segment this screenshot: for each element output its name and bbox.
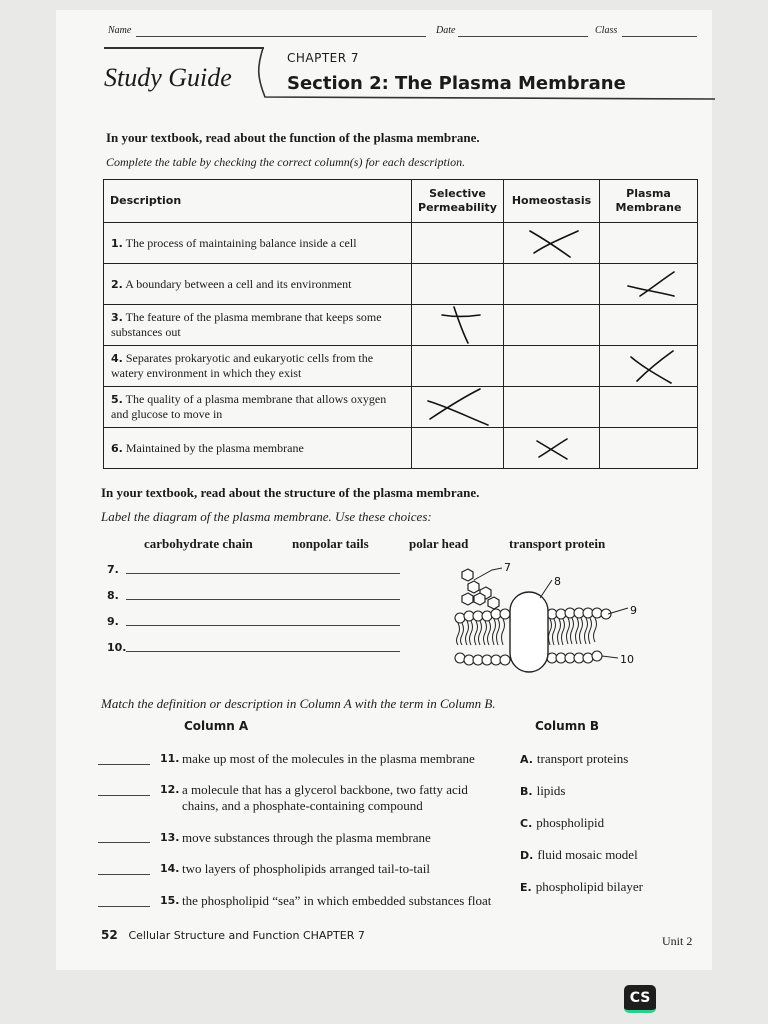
question-number: 15.	[160, 894, 180, 907]
function-table	[103, 179, 698, 469]
carbohydrate-chain-icon	[462, 569, 499, 609]
row-description	[104, 346, 412, 387]
cell-plasma-membrane[interactable]	[600, 387, 698, 428]
column-b-item	[520, 814, 604, 832]
cell-plasma-membrane[interactable]	[600, 223, 698, 264]
match-blank-12[interactable]	[98, 795, 150, 796]
column-b-item	[520, 846, 638, 864]
name-line	[136, 36, 426, 37]
cell-plasma-membrane[interactable]	[600, 346, 698, 387]
part1-instruction: In your textbook, read about the function of the plasma membrane.	[106, 130, 480, 145]
part2-instruction: In your textbook, read about the structure of the plasma membrane.	[101, 485, 480, 500]
class-line	[622, 36, 697, 37]
row-description	[104, 223, 412, 264]
row-number: 6.	[111, 441, 123, 455]
part2-subinstruction: Label the diagram of the plasma membrane. Use these choices:	[101, 509, 432, 524]
cell-selective-permeability[interactable]	[412, 428, 504, 469]
question-text: two layers of phospholipids arranged tail-to-tail	[182, 861, 431, 876]
term-letter: E.	[520, 881, 532, 894]
footer-chapter-text: Cellular Structure and Function CHAPTER 7	[128, 929, 365, 942]
cell-plasma-membrane[interactable]	[600, 264, 698, 305]
table-row	[104, 428, 698, 469]
question-number: 14.	[160, 862, 180, 875]
table-row	[104, 346, 698, 387]
col-header-description: Description	[104, 180, 412, 223]
answer-line-9[interactable]	[126, 625, 400, 626]
plasma-membrane-diagram	[448, 560, 648, 680]
term-letter: B.	[520, 785, 533, 798]
col-header-plasma-membrane: Plasma Membrane	[600, 180, 698, 223]
cell-plasma-membrane[interactable]	[600, 305, 698, 346]
term-text: phospholipid bilayer	[535, 879, 643, 894]
column-b-item	[520, 750, 628, 768]
col-header-selective-permeability: Selective Permeability	[412, 180, 504, 223]
term-letter: C.	[520, 817, 533, 830]
match-blank-15[interactable]	[98, 906, 150, 907]
table-row	[104, 305, 698, 346]
row-text: Separates prokaryotic and eukaryotic cells from the watery environment in which they exist	[111, 351, 374, 380]
match-blank-13[interactable]	[98, 842, 150, 843]
cell-homeostasis[interactable]	[504, 387, 600, 428]
class-label: Class	[595, 25, 618, 36]
question-text: a molecule that has a glycerol backbone, two fatty acid	[182, 782, 468, 797]
check-mark-x	[522, 225, 582, 261]
cell-selective-permeability[interactable]	[412, 264, 504, 305]
page-footer	[101, 928, 365, 942]
row-text: Maintained by the plasma membrane	[125, 440, 304, 455]
question-text: move substances through the plasma membrane	[182, 830, 431, 845]
row-text: The feature of the plasma membrane that keeps some substances out	[111, 310, 382, 339]
row-description	[104, 428, 412, 469]
choice-nonpolar-tails: nonpolar tails	[292, 536, 369, 551]
row-text: The quality of a plasma membrane that allows oxygen and glucose to move in	[111, 392, 387, 421]
diagram-label-10: 10	[620, 653, 634, 666]
part1-subinstruction: Complete the table by checking the correct column(s) for each description.	[106, 155, 466, 169]
cell-selective-permeability[interactable]	[412, 346, 504, 387]
choice-carbohydrate-chain: carbohydrate chain	[144, 536, 253, 551]
diagram-label-8: 8	[554, 575, 561, 588]
term-text: transport proteins	[536, 751, 629, 766]
question-number: 11.	[160, 752, 180, 765]
table-header-row	[104, 180, 698, 223]
check-mark-x	[527, 433, 577, 463]
row-number: 5.	[111, 393, 123, 406]
row-text: The process of maintaining balance inside a cell	[125, 235, 357, 250]
question-text: the phospholipid “sea” in which embedded substances float	[182, 893, 492, 908]
check-mark-x	[418, 387, 498, 427]
cell-selective-permeability[interactable]	[412, 305, 504, 346]
check-mark-x	[614, 266, 684, 302]
answer-line-10[interactable]	[126, 651, 400, 652]
unit-label: Unit 2	[662, 934, 693, 948]
table-row	[104, 387, 698, 428]
transport-protein-icon	[510, 592, 548, 672]
date-line	[458, 36, 588, 37]
match-blank-11[interactable]	[98, 764, 150, 765]
table-row	[104, 264, 698, 305]
cell-homeostasis[interactable]	[504, 346, 600, 387]
col-header-homeostasis: Homeostasis	[504, 180, 600, 223]
term-letter: D.	[520, 849, 534, 862]
check-mark-x	[428, 305, 488, 345]
page-number: 52	[101, 928, 118, 942]
row-number: 2.	[111, 277, 123, 291]
term-text: fluid mosaic model	[537, 847, 638, 862]
question-text-continued: chains, and a phosphate-containing compound	[182, 798, 423, 813]
header-rule-left	[104, 47, 264, 49]
cell-homeostasis[interactable]	[504, 223, 600, 264]
column-b-header: Column B	[535, 719, 600, 733]
cell-homeostasis[interactable]	[504, 264, 600, 305]
question-text: make up most of the molecules in the plasma membrane	[182, 751, 475, 766]
row-number: 3.	[111, 311, 123, 324]
row-number: 4.	[111, 352, 123, 365]
label-number-9: 9.	[107, 615, 119, 628]
row-description	[104, 387, 412, 428]
name-label: Name	[108, 25, 132, 36]
diagram-label-9: 9	[630, 604, 637, 617]
column-b-item	[520, 782, 565, 800]
row-number: 1.	[111, 236, 123, 250]
answer-line-7[interactable]	[126, 573, 400, 574]
column-a-header: Column A	[184, 719, 249, 733]
label-number-7: 7.	[107, 563, 119, 576]
question-number: 12.	[160, 783, 180, 796]
diagram-label-7: 7	[504, 561, 511, 574]
cell-homeostasis[interactable]	[504, 428, 600, 469]
match-blank-14[interactable]	[98, 874, 150, 875]
label-number-8: 8.	[107, 589, 119, 602]
row-text: A boundary between a cell and its environment	[125, 276, 352, 291]
cell-homeostasis[interactable]	[504, 305, 600, 346]
table-row	[104, 223, 698, 264]
study-guide-title: Study Guide	[104, 63, 232, 92]
answer-line-8[interactable]	[126, 599, 400, 600]
term-text: lipids	[536, 783, 566, 798]
check-mark-x	[619, 347, 679, 385]
column-b-item	[520, 878, 643, 896]
question-number: 13.	[160, 831, 180, 844]
date-label: Date	[436, 25, 456, 36]
section-title: Section 2: The Plasma Membrane	[287, 73, 626, 94]
cell-selective-permeability[interactable]	[412, 387, 504, 428]
part3-instruction: Match the definition or description in Column A with the term in Column B.	[101, 696, 496, 711]
chapter-label: CHAPTER 7	[287, 51, 360, 65]
cell-plasma-membrane[interactable]	[600, 428, 698, 469]
label-number-10: 10.	[107, 641, 127, 654]
row-description	[104, 305, 412, 346]
term-letter: A.	[520, 753, 533, 766]
cell-selective-permeability[interactable]	[412, 223, 504, 264]
choice-polar-head: polar head	[409, 536, 469, 551]
term-text: phospholipid	[536, 815, 605, 830]
choice-transport-protein: transport protein	[509, 536, 606, 551]
row-description	[104, 264, 412, 305]
camscanner-logo: CS	[624, 985, 656, 1013]
